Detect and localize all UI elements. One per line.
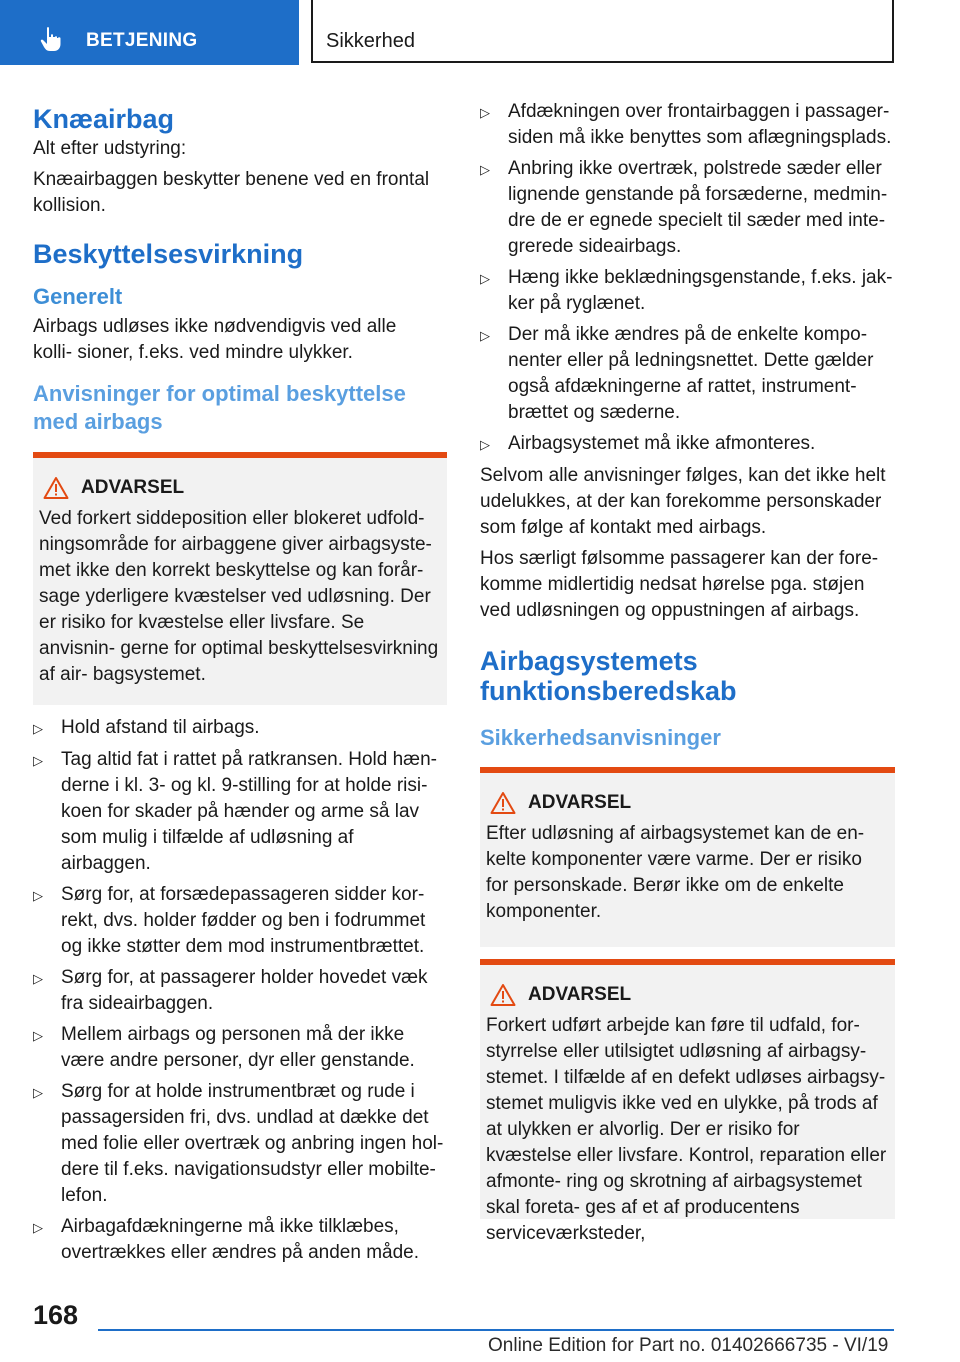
list-item: ▷ Tag altid fat i rattet på ratkransen. Hold hæn- derne i kl. 3- og kl. 9-stilling for at holde risi- koen for skader på hænder og arme så lav som mulig i tilfælde af udløsning af airbaggen. (33, 747, 447, 877)
list-item: ▷ Airbagsystemet må ikke afmonteres. (480, 431, 895, 458)
warning-title: ADVARSEL (528, 792, 632, 813)
triangle-bullet-icon: ▷ (33, 1028, 43, 1043)
warning-box (480, 959, 895, 1244)
left-column (33, 104, 447, 1266)
triangle-bullet-icon: ▷ (33, 1085, 43, 1100)
list-item: ▷ Sørg for, at passagerer holder hovedet væk fra sideairbaggen. (33, 965, 447, 1017)
hand-pointer-icon (38, 26, 64, 52)
residual-risk-text: Selvom alle anvisninger følges, kan det ikke helt udelukkes, at der kan forekomme personskader som følge af kontakt med airbags. (480, 465, 886, 538)
triangle-bullet-icon: ▷ (33, 753, 43, 768)
list-item: ▷ Hæng ikke beklædningsgenstande, f.eks. jak- ker på ryglænet. (480, 265, 895, 317)
warning-triangle-icon (43, 476, 69, 500)
list-item: ▷ Anbring ikke overtræk, polstrede sæder eller lignende genstande på forsæderne, medmin- dre de er egnede specielt til sæder med inte- grerede sideairbags. (480, 156, 895, 260)
list-item: ▷ Afdækningen over frontairbaggen i passager- siden må ikke benyttes som aflægningsplads. (480, 99, 895, 151)
triangle-bullet-icon: ▷ (480, 162, 490, 177)
warning-title: ADVARSEL (81, 477, 185, 498)
list-item: ▷ Mellem airbags og personen må der ikke være andre personer, dyr eller genstande. (33, 1022, 447, 1074)
knee-airbag-text: Knæairbaggen beskytter benene ved en frontal kollision. (33, 169, 430, 216)
warning-triangle-icon (490, 983, 516, 1007)
airbag-advice-list (33, 715, 447, 1266)
warning-triangle-icon (490, 791, 516, 815)
right-column (480, 99, 895, 1244)
triangle-bullet-icon: ▷ (480, 437, 490, 452)
warning-box (480, 767, 895, 947)
hearing-text: Hos særligt følsomme passagerer kan der fore- komme midlertidig nedsat hørelse pga. støjen ved udløsningen og oppustningen af airbags. (480, 548, 879, 621)
warning-text: Efter udløsning af airbagsystemet kan de en- kelte komponenter være varme. Der er risiko for personskade. Berør ikke om de enkelte komponenter. (486, 823, 865, 922)
edition-note: Online Edition for Part no. 01402666735 - VI/19 (488, 1335, 889, 1356)
warning-title: ADVARSEL (528, 984, 632, 1005)
heading-protection: Beskyttelsesvirkning (33, 239, 304, 269)
heading-readiness: Airbagsystemets funktionsberedskab (480, 646, 737, 706)
triangle-bullet-icon: ▷ (33, 721, 43, 736)
warning-text: Forkert udført arbejde kan føre til udfald, for- styrrelse eller utilsigtet udløsning af airbagsy- stemet. I tilfælde af en defekt udløses airbagsy- stemet muligvis ikke ved en ulykke, på trods af at ulykken er alvorlig. Der er risiko for kvæstelse eller livsfare. Kontrol, reparation eller afmonte- ring og skrotning af airbagsystemet skal foreta- ges af et af producentens serviceværksteder, (486, 1015, 887, 1244)
section-title: Sikkerhed (326, 30, 415, 52)
triangle-bullet-icon: ▷ (480, 105, 490, 120)
heading-advice: Anvisninger for optimal beskyttelse med airbags (33, 381, 406, 434)
chapter-title: BETJENING (86, 30, 198, 51)
warning-header (486, 791, 889, 815)
chapter-tab (0, 0, 299, 65)
heading-safety-notes: Sikkerhedsanvisninger (480, 725, 721, 750)
warning-text: Ved forkert siddeposition eller blokeret udfold- ningsområde for airbaggene giver airbagsyste- met ikke den korrekt beskyttelse og kan forår- sage yderligere kvæstelser ved udløsning. Der er risiko for kvæstelse eller livsfare. Se anvisnin- gerne for optimal beskyttelsesvirkning af air- bagsystemet. (39, 508, 439, 685)
triangle-bullet-icon: ▷ (33, 1220, 43, 1235)
triangle-bullet-icon: ▷ (33, 971, 43, 986)
warning-box (33, 452, 447, 705)
triangle-bullet-icon: ▷ (480, 271, 490, 286)
triangle-bullet-icon: ▷ (33, 888, 43, 903)
heading-knee-airbag: Knæairbag (33, 104, 175, 134)
page-number: 168 (33, 1300, 79, 1330)
triangle-bullet-icon: ▷ (480, 328, 490, 343)
list-item: ▷ Sørg for, at forsædepassageren sidder kor- rekt, dvs. holder fødder og ben i fodrummet og ikke støtter dem mod instrumentbrættet. (33, 882, 447, 960)
list-item: ▷ Sørg for at holde instrumentbræt og rude i passagersiden fri, dvs. undlad at dække det med folie eller overtræk og anbring ingen hol- dere til f.eks. navigationsudstyr eller mobilte- lefon. (33, 1079, 447, 1209)
heading-general: Generelt (33, 284, 123, 309)
general-text: Airbags udløses ikke nødvendigvis ved alle kolli- sioner, f.eks. ved mindre ulykker. (33, 316, 397, 363)
list-item: ▷ Hold afstand til airbags. (33, 715, 447, 742)
footer-rule (98, 1329, 894, 1331)
equipment-note: Alt efter udstyring: (33, 138, 187, 159)
list-item: ▷ Airbagafdækningerne må ikke tilklæbes, overtrækkes eller ændres på anden måde. (33, 1214, 447, 1266)
list-item: ▷ Der må ikke ændres på de enkelte kompo- nenter eller på ledningsnettet. Dette gælder også afdækningerne af rattet, instrument- brættet og sæderne. (480, 322, 895, 426)
warning-header (486, 983, 889, 1007)
airbag-advice-list-continued (480, 99, 895, 458)
warning-header (39, 476, 441, 500)
